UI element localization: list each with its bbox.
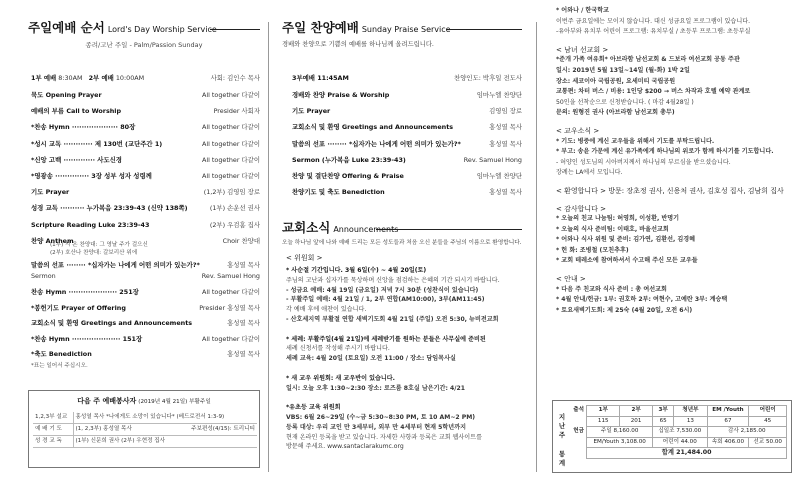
news-line xyxy=(286,364,500,374)
attendance-table xyxy=(571,405,787,459)
order-row xyxy=(31,204,260,212)
order-row xyxy=(31,319,260,327)
order-row xyxy=(292,123,522,131)
news-line: * 세례: 부활주일(4월 21일)에 세례받기를 원하는 분들은 사무실에 준비된 xyxy=(286,335,486,343)
news-line: 장소: 세코이아 국립공원, 요세미티 국립공원 xyxy=(556,77,676,85)
order-leader: All together 다같이 xyxy=(201,155,260,164)
stats-side-label: 지난주 통계 xyxy=(558,413,566,467)
order-leader: All together 다같이 xyxy=(201,123,260,132)
stats-spacer xyxy=(571,437,587,448)
order-item: 교회소식 및 환영 Greetings and Announcements xyxy=(292,123,454,132)
total-row xyxy=(571,448,787,459)
offering-value: 감사 2,185.00 xyxy=(707,427,786,438)
offering-value: EM/Youth 3,108.00 xyxy=(587,437,653,448)
order-leader: (1,2부) 김영임 장로 xyxy=(203,188,260,197)
attendance-value: 201 xyxy=(620,416,653,427)
order-row xyxy=(292,172,522,180)
order-item: 교회소식 및 환영 Greetings and Announcements xyxy=(31,319,193,328)
order-item: 경배와 찬양 Praise & Worship xyxy=(292,91,390,99)
order-row xyxy=(292,188,522,196)
order-row xyxy=(292,91,522,99)
order-leader: 임마누엘 찬양단 xyxy=(476,172,522,180)
news-line: 장례는 LA에서 모입니다. xyxy=(556,169,623,177)
stats-header: EM /Youth xyxy=(707,406,749,417)
news-line: VBS: 6월 26~29일 (수~금 5:30~8:30 PM, 토 10 AM~2 PM) xyxy=(286,413,476,421)
news-line: - 성금요 예배: 4월 19일 (금요일) 저녁 7시 30분 (성찬식이 있습니다) xyxy=(286,286,479,294)
order-row xyxy=(31,221,260,229)
news-continued-column xyxy=(536,0,800,486)
offering-total: 합계 21,484.00 xyxy=(587,448,787,459)
attendance-row xyxy=(571,416,787,427)
news-line: 이번주 금요일에는 모이지 않습니다. 대신 성금요일 프로그램이 있습니다. xyxy=(556,17,751,25)
next-week-role: 예 배 기 도 xyxy=(33,424,73,436)
attendance-value: 65 xyxy=(653,416,674,427)
order-leader: All together 다같이 xyxy=(201,91,260,99)
news-line: 주님의 고난과 십자가를 묵상하며 신앙을 점검하는 은혜의 기간 되시기 바랍니다. xyxy=(286,276,500,284)
attendance-value: 13 xyxy=(674,416,707,427)
order-row xyxy=(31,107,260,115)
order-item: 찬양기도 및 축도 Benediction xyxy=(292,188,385,197)
order-row xyxy=(31,288,260,296)
next-week-person: (1부) 신문희 권사 (2부) 우현정 집사 xyxy=(73,436,257,448)
worship-order-column xyxy=(0,0,268,486)
news-line: -유아부와 유치부 어린이 프로그램: 유치부실 / 초등부 프로그램: 초등부실 xyxy=(556,28,751,36)
news-line xyxy=(556,38,784,45)
order-item: 성경 교독 ·········· 누가복음 23:39-43 (신약 138쪽) xyxy=(31,204,188,213)
order-item: 찬양 및 결단찬양 Offering & Praise xyxy=(292,172,404,180)
order-row xyxy=(292,140,522,148)
news-line: * 토요새벽기도회: 제 25숙 (4월 20일, 오전 6시) xyxy=(556,306,693,314)
next-week-box xyxy=(28,390,260,468)
attendance-value: 45 xyxy=(749,416,787,427)
next-week-person: 홍성열 목사 *나에게도 소망이 있습니다* (베드로전서 1:3-9) xyxy=(73,412,257,424)
news-line: * 오늘의 식사 준비팀: 이태호, 바울선교회 xyxy=(556,225,669,233)
news-line: * 어와나 / 한국학교 xyxy=(556,7,609,14)
news-line: - 산호세지역 부활절 연합 새벽기도회 4월 21일 (주일) 오전 5:30, 뉴비전교회 xyxy=(286,315,499,323)
order-item: 말씀의 선포 ········ *십자가는 나에게 어떤 의미가 있는가?* xyxy=(292,139,461,148)
news-line: < 안내 > xyxy=(556,275,586,284)
order-item: 찬양 Anthem xyxy=(31,236,74,245)
news-line: 문의: 원형진 권사 (아브라함 남선교회 총무) xyxy=(556,109,675,117)
order-leader: Choir 찬양대 xyxy=(222,236,260,245)
order-leader: (2부) 우검홈 집사 xyxy=(209,220,260,229)
news-line: *준개 가족 여유회* 아브라함 남선교회 & 드보라 여선교회 공동 주관 xyxy=(556,56,740,64)
next-week-person: (1, 2,3부) 홍성열 목사 xyxy=(73,424,160,436)
order-leader: Presider 사회자 xyxy=(213,107,260,116)
news-line xyxy=(286,393,500,403)
offering-value: 어린이 44.00 xyxy=(653,437,708,448)
order-row xyxy=(31,140,260,148)
news-line: * 다음 주 친교와 식사 준비 : 총 여선교회 xyxy=(556,285,667,293)
title-rule xyxy=(210,29,260,30)
news-line xyxy=(556,197,784,204)
order-item: 예배의 부름 Call to Worship xyxy=(31,107,122,116)
news-line: * 어와나 식사 위원 및 준비: 김가연, 김환선, 김경혜 xyxy=(556,236,696,244)
offering-value: 선교 50.00 xyxy=(749,437,787,448)
order-leader: All together 다같이 xyxy=(201,172,260,180)
news-line: 방문해 주세요. www.santaclarakumc.org xyxy=(286,443,404,451)
order-row xyxy=(292,107,522,115)
stats-header: 3부 xyxy=(653,406,674,417)
news-line: 일시: 오늘 오후 1:30~2:30 장소: 로즈룸 8호실 남은기간: 4/21 xyxy=(286,384,465,392)
news-line xyxy=(556,267,784,274)
order-row xyxy=(31,350,260,358)
stats-header: 어린이 xyxy=(749,406,787,417)
praise-column xyxy=(268,0,536,486)
news-line: 세례 교육: 4월 20일 (토요일) 오전 11:00 / 장소: 담임목사실 xyxy=(286,355,456,363)
order-item: Sermon (누가복음 Luke 23:39-43) xyxy=(292,155,406,164)
order-item: *신앙 고백 ············· 사도신경 xyxy=(31,155,122,164)
next-week-header: 다음 주 예배봉사자 (2019년 4월 21일) 부활주일 xyxy=(77,397,211,405)
news-line: * 오늘의 친교 나눔팀: 허영희, 이성환, 반명기 xyxy=(556,215,680,223)
stats-box xyxy=(552,400,792,473)
order-item: *영광송 ·············· 3장 성부 성자 성령께 xyxy=(31,172,152,180)
attendance-value: 115 xyxy=(587,416,620,427)
order-row xyxy=(31,156,260,164)
order-leader: 홍성열 목사 xyxy=(489,123,522,132)
order-row xyxy=(292,156,522,164)
stats-header: 청년부 xyxy=(674,406,707,417)
order-row xyxy=(31,91,260,99)
order-item: *성시 교독 ············ 제 130번 (교단주간 1) xyxy=(31,139,163,148)
praise-title: 주일 찬양예배 Sunday Praise Service xyxy=(282,20,451,35)
news-line: * 새 교우 위원회: 새 교우반이 있습니다. xyxy=(286,374,395,382)
offering-value: 십일조 7,530.00 xyxy=(653,427,708,438)
news-line: 일시: 2019년 5월 13일~14일 (월-화) 1박 2일 xyxy=(556,66,690,74)
anthem-note: (1부) 시 온 찬양대: 그 영날 주가 걸으신 xyxy=(50,242,148,248)
order-leader: Rev. Samuel Hong xyxy=(463,155,522,164)
stats-spacer xyxy=(571,416,587,427)
next-week-table xyxy=(33,412,257,449)
offering-value: 주일 8,160.00 xyxy=(587,427,653,438)
title-rule xyxy=(446,29,522,30)
order-row xyxy=(31,188,260,196)
order-leader: All together 다같이 xyxy=(201,334,260,343)
news-line: * 교회 테레소에 참여하셔서 수고해 주신 모든 교우들 xyxy=(556,257,698,265)
offering-value: 속회 406.00 xyxy=(707,437,749,448)
sermon-row: 말씀의 선포 ········ *십자가는 나에게 어떤 의미가 있는가?* 홍성열 목사 xyxy=(31,261,260,269)
news-line: 50인을 선착순으로 신청받습니다. ( 마감 4월28일 ) xyxy=(556,98,694,106)
order-row xyxy=(31,335,260,343)
sermon-en-row: Sermon Rev. Samuel Hong xyxy=(31,272,260,280)
news-line: < 남녀 선교회 > xyxy=(556,45,609,54)
order-row xyxy=(31,123,260,131)
news-line: * 사순절 기간입니다. 3월 6일(수) ~ 4월 20일(토) xyxy=(286,267,427,274)
order-leader: 홍성열 목사 xyxy=(227,319,260,328)
committee-header: < 위원회 > xyxy=(286,254,323,262)
order-item: *봉헌기도 Prayer of Offering xyxy=(31,303,126,312)
news-line: * 4월 안내/헌금: 1부: 권호하 2부: 여현수, 고예란 3부: 계승택 xyxy=(556,296,728,304)
next-week-role: 성 경 교 독 xyxy=(33,436,73,448)
order-item: 기도 Prayer xyxy=(292,107,331,116)
anthem-note: (2부) 호산나 찬양대: 갈보리산 위에 xyxy=(50,250,138,256)
order-item: *축도 Benediction xyxy=(31,350,92,359)
news-line xyxy=(556,179,784,186)
order-item: Scripture Reading Luke 23:39-43 xyxy=(31,220,150,229)
service-times: 1부 예배 8:30AM 2부 예배 10:00AM 사회: 김인수 목사 xyxy=(31,74,260,82)
next-week-row xyxy=(33,412,257,424)
praise-service: 3부예배 11:45AM 찬양인도: 박후일 전도사 xyxy=(292,74,522,82)
news-line: *유초등 교육 위원회 xyxy=(286,404,341,412)
stats-header: 1부 xyxy=(587,406,620,417)
order-row xyxy=(31,172,260,180)
news-line xyxy=(556,119,784,126)
next-week-row xyxy=(33,436,257,448)
next-week-extra: 주보편성(4/15): 트리니티 xyxy=(160,424,257,436)
stats-label: 출석 xyxy=(573,407,585,414)
order-leader: All together 다같이 xyxy=(201,139,260,148)
offering-row xyxy=(571,437,787,448)
order-leader: 홍성열 목사 xyxy=(489,139,522,148)
stats-spacer xyxy=(571,448,587,459)
footnote: *표는 일어서 주십시오. xyxy=(31,363,88,369)
order-item: *찬송 Hymn ··················· 80장 xyxy=(31,123,136,132)
news-line: 각 예배 후에 애찬이 있습니다. xyxy=(286,306,367,314)
news-title: 교회소식 Announcements xyxy=(282,220,399,235)
next-week-role: 1,2,3부 설교 xyxy=(33,412,73,424)
order-item: 기도 Prayer xyxy=(31,188,70,197)
order-item: *찬송 Hymn ···················· 151장 xyxy=(31,334,143,343)
news-line: 등록 대상: 우리 교인 만 3세부터, 외부 만 4세부터 현재 5학년까지 xyxy=(286,423,466,431)
worship-subtitle: 종려/고난 주일 - Palm/Passion Sunday xyxy=(85,41,203,49)
order-leader: 홍성열 목사 xyxy=(489,188,522,197)
next-week-row xyxy=(33,424,257,436)
news-line: * 헌 화: 조병철 (모친추후) xyxy=(556,246,629,254)
news-rule xyxy=(376,229,522,230)
stats-label: 헌금 xyxy=(573,428,585,435)
order-leader: 김영임 장로 xyxy=(489,107,522,116)
news-line: 교통편: 차터 버스 / 비용: 1인당 $200 → 버스 차작과 호텔 예약 관계로 xyxy=(556,88,751,96)
news-intro: 오늘 하나님 앞에 나와 예배 드리는 모든 성도들과 처음 오신 분들을 주님의 이름으로 환영합니다. xyxy=(282,240,522,246)
order-leader: (1부) 손운선 권사 xyxy=(209,204,260,213)
news-line: < 교우소식 > xyxy=(556,126,600,135)
order-leader: 임마누엘 찬양단 xyxy=(476,91,522,99)
news-line: - 부활주일 예배: 4월 21일 / 1, 2부 연합(AM10:00), 3부(AM11:45) xyxy=(286,296,485,304)
praise-subtitle: 경배와 찬양으로 기쁨의 예배를 하나님께 올려드립니다. xyxy=(282,41,434,48)
stats-header: 2부 xyxy=(620,406,653,417)
news-line: < 감사합니다 > xyxy=(556,204,606,213)
stats-header-row xyxy=(571,406,787,417)
news-line: < 환영합니다 > 방문: 장초정 권사, 신용처 권사, 김호성 집사, 김남희 집사 xyxy=(556,186,784,195)
news-line xyxy=(286,325,500,335)
order-leader: All together 다같이 xyxy=(201,288,260,296)
offering-row xyxy=(571,427,787,438)
order-item: 찬송 Hymn ···················· 251장 xyxy=(31,288,139,296)
worship-title: 주일예배 순서 Lord's Day Worship Service xyxy=(28,20,217,35)
order-leader: 홍성열 목사 xyxy=(227,350,260,359)
order-leader: Presider 홍성열 목사 xyxy=(199,303,260,312)
order-row xyxy=(31,304,260,312)
news-line: * 부고: 송윤 가문에 계신 유가족에게 하나님의 위로가 함께 하시기를 기도합니다. xyxy=(556,148,774,156)
news-line: 현재 온라인 등록을 받고 있습니다. 자세한 사항과 등록은 교회 웹사이트를 xyxy=(286,433,482,441)
news-line: 세례 신청서를 작성해 주시기 바랍니다. xyxy=(286,345,390,353)
order-item: 묵도 Opening Prayer xyxy=(31,91,102,99)
attendance-value: 67 xyxy=(707,416,749,427)
news-line: * 기도: 병중에 계신 교우들을 위해서 기도를 부탁드립니다. xyxy=(556,137,715,145)
news-line: - 허양인 성도님의 시아버지께서 하나님의 부르심을 받으셨습니다. xyxy=(556,158,731,166)
